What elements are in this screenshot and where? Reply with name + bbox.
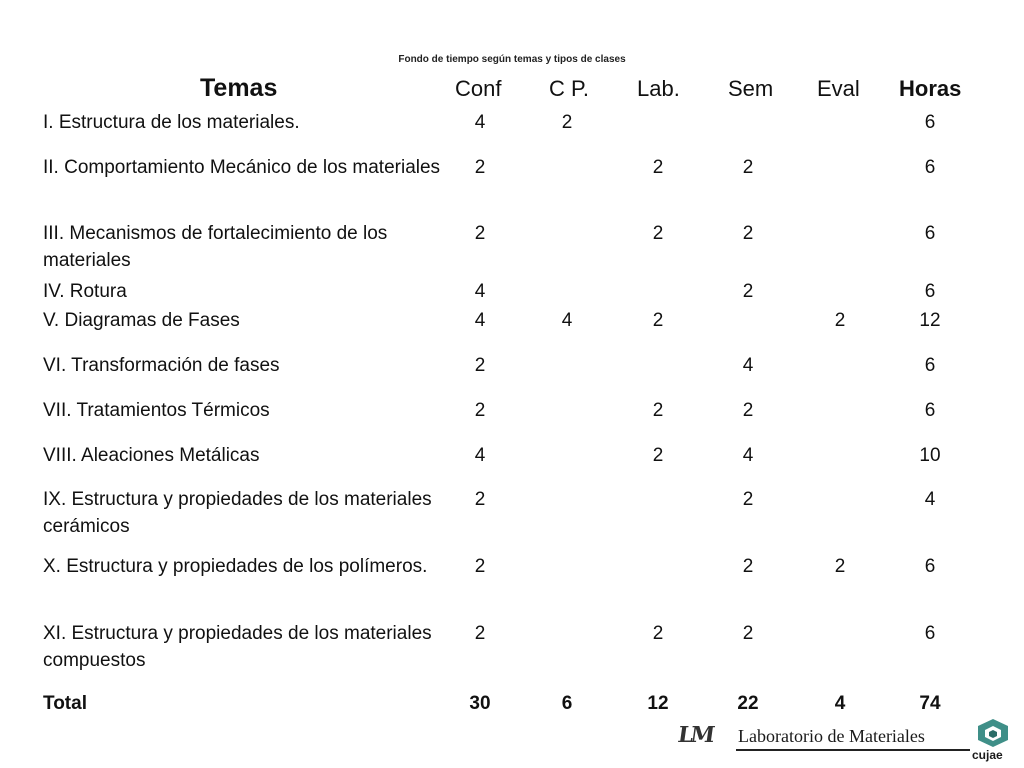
row-tema: I. Estructura de los materiales. (43, 112, 300, 133)
cell-conf: 4 (474, 310, 486, 331)
cell-horas: 12 (919, 310, 941, 331)
cell-conf: 4 (474, 112, 486, 133)
row-tema: VII. Tratamientos Térmicos (43, 400, 270, 421)
cell-conf: 2 (474, 489, 486, 510)
row-tema: IX. Estructura y propiedades de los materiales cerámicos (43, 489, 432, 537)
cell-conf: 2 (474, 400, 486, 421)
cell-lab: 2 (652, 223, 664, 244)
logo-underline (736, 749, 970, 751)
cell-lab: 2 (652, 310, 664, 331)
cell-lab: 2 (652, 157, 664, 178)
lab-logo-icon: LM (676, 722, 714, 748)
total-eval: 4 (834, 693, 846, 714)
row-tema: XI. Estructura y propiedades de los materiales compuestos (43, 623, 432, 671)
header-lab: Lab. (637, 76, 680, 101)
table-subtitle: Fondo de tiempo según temas y tipos de clases (398, 54, 626, 65)
row-tema: X. Estructura y propiedades de los polímeros. (43, 556, 428, 577)
cell-sem: 2 (742, 223, 754, 244)
cujae-logo-icon (976, 718, 1010, 748)
cell-horas: 6 (924, 157, 936, 178)
cell-sem: 2 (742, 400, 754, 421)
cell-horas: 6 (924, 556, 936, 577)
cell-conf: 2 (474, 157, 486, 178)
cell-horas: 6 (924, 281, 936, 302)
cell-sem: 2 (742, 281, 754, 302)
cell-sem: 2 (742, 623, 754, 644)
cell-lab: 2 (652, 623, 664, 644)
cell-conf: 4 (474, 281, 486, 302)
cell-horas: 6 (924, 355, 936, 376)
row-tema: II. Comportamiento Mecánico de los materiales (43, 157, 441, 178)
total-label: Total (43, 693, 87, 714)
cell-cp: 2 (561, 112, 573, 133)
lab-name: Laboratorio de Materiales (738, 726, 925, 746)
header-temas: Temas (200, 74, 278, 102)
cell-lab: 2 (652, 400, 664, 421)
cell-sem: 4 (742, 355, 754, 376)
header-horas: Horas (899, 76, 962, 101)
total-lab: 12 (647, 693, 669, 714)
cell-conf: 4 (474, 445, 486, 466)
cell-conf: 2 (474, 556, 486, 577)
cell-horas: 10 (919, 445, 941, 466)
cell-horas: 6 (924, 112, 936, 133)
row-tema: IV. Rotura (43, 281, 127, 302)
cell-conf: 2 (474, 355, 486, 376)
total-conf: 30 (469, 693, 491, 714)
cell-horas: 6 (924, 223, 936, 244)
cell-horas: 6 (924, 400, 936, 421)
cell-lab: 2 (652, 445, 664, 466)
cell-conf: 2 (474, 623, 486, 644)
header-cp: C P. (549, 76, 589, 101)
row-tema: VI. Transformación de fases (43, 355, 280, 376)
footer-logo (676, 716, 1024, 768)
cell-cp: 4 (561, 310, 573, 331)
header-sem: Sem (728, 76, 774, 101)
cell-horas: 6 (924, 623, 936, 644)
cell-eval: 2 (834, 310, 846, 331)
row-tema: VIII. Aleaciones Metálicas (43, 445, 260, 466)
total-horas: 74 (919, 693, 941, 714)
row-tema: III. Mecanismos de fortalecimiento de los materiales (43, 223, 388, 271)
cell-sem: 4 (742, 445, 754, 466)
header-conf: Conf (455, 76, 502, 101)
total-cp: 6 (561, 693, 573, 714)
cujae-label: cujae (972, 748, 1003, 762)
cell-horas: 4 (924, 489, 936, 510)
cell-conf: 2 (474, 223, 486, 244)
header-eval: Eval (817, 76, 860, 101)
table-header (0, 72, 1024, 106)
cell-sem: 2 (742, 556, 754, 577)
cell-sem: 2 (742, 157, 754, 178)
total-sem: 22 (737, 693, 759, 714)
row-tema: V. Diagramas de Fases (43, 310, 240, 331)
cell-eval: 2 (834, 556, 846, 577)
cell-sem: 2 (742, 489, 754, 510)
